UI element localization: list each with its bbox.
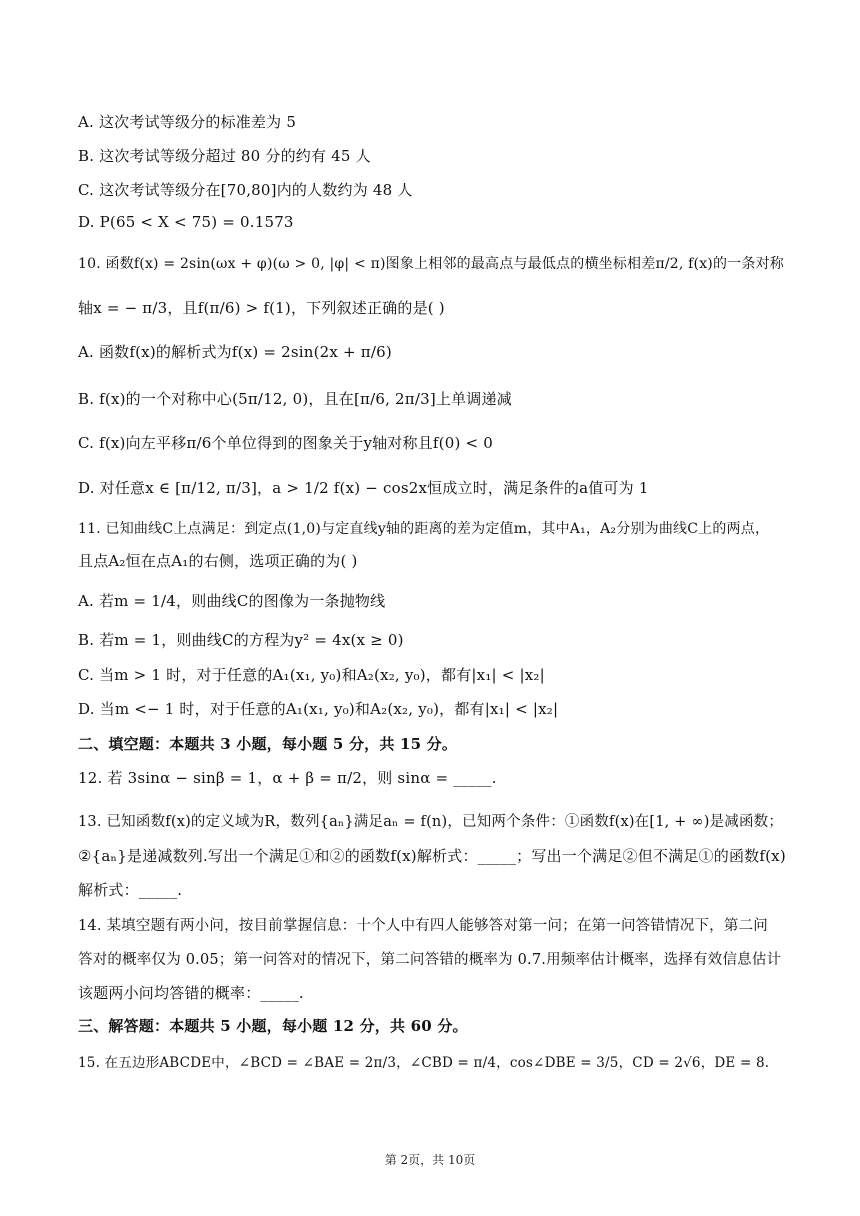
q13-line3: 解析式：_____. bbox=[78, 881, 183, 899]
q14-line2: 答对的概率仅为 0.05；第一问答对的情况下，第二问答错的概率为 0.7.用频率估计概率，选择有效信息估计 bbox=[78, 952, 782, 968]
section-2-title: 二、填空题：本题共 3 小题，每小题 5 分，共 15 分。 bbox=[78, 735, 458, 753]
q14-line3: 该题两小问均答错的概率：_____. bbox=[78, 984, 304, 1002]
q9-option-b: B. 这次考试等级分超过 80 分的约有 45 人 bbox=[78, 147, 371, 165]
q10-option-b: B. f(x)的一个对称中心(5π/12, 0)，且在[π/6, 2π/3]上单调递减 bbox=[78, 390, 512, 408]
q11-stem-line1: 11. 已知曲线C上点满足：到定点(1,0)与定直线y轴的距离的差为定值m，其中A₁，A₂分别为曲线C上的两点， bbox=[78, 521, 770, 537]
q15-text: 15. 在五边形ABCDE中，∠BCD = ∠BAE = 2π/3，∠CBD = π/4，cos∠DBE = 3/5，CD = 2√6，DE = 8. bbox=[78, 1055, 770, 1071]
q13-line2: ②{aₙ}是递减数列.写出一个满足①和②的函数f(x)解析式：_____；写出一个满足②但不满足①的函数f(x) bbox=[78, 847, 786, 865]
section-3-title: 三、解答题：本题共 5 小题，每小题 12 分，共 60 分。 bbox=[78, 1017, 468, 1035]
q9-option-d: D. P(65 < X < 75) = 0.1573 bbox=[78, 213, 294, 231]
q11-stem-line2: 且点A₂恒在点A₁的右侧，选项正确的为( ) bbox=[78, 552, 358, 570]
q10-stem-line2: 轴x = − π/3，且f(π/6) > f(1)，下列叙述正确的是( ) bbox=[78, 299, 445, 317]
q11-option-b: B. 若m = 1，则曲线C的方程为y² = 4x(x ≥ 0) bbox=[78, 631, 404, 649]
q14-line1: 14. 某填空题有两小问，按目前掌握信息：十个人中有四人能够答对第一问；在第一问答错情况下，第二问 bbox=[78, 918, 768, 934]
q10-option-a: A. 函数f(x)的解析式为f(x) = 2sin(2x + π/6) bbox=[78, 343, 392, 361]
q10-option-d: D. 对任意x ∈ [π/12, π/3]，a > 1/2 f(x) − cos2x恒成立时，满足条件的a值可为 1 bbox=[78, 479, 649, 497]
q11-option-d: D. 当m <− 1 时，对于任意的A₁(x₁, y₀)和A₂(x₂, y₀)，都有|x₁| < |x₂| bbox=[78, 700, 559, 718]
q10-option-c: C. f(x)向左平移π/6个单位得到的图象关于y轴对称且f(0) < 0 bbox=[78, 434, 493, 452]
q11-option-a: A. 若m = 1/4，则曲线C的图像为一条抛物线 bbox=[78, 592, 386, 610]
q10-stem-line1: 10. 函数f(x) = 2sin(ωx + φ)(ω > 0, |φ| < π)图象上相邻的最高点与最低点的横坐标相差π/2, f(x)的一条对称 bbox=[78, 256, 784, 272]
q9-option-c: C. 这次考试等级分在[70,80]内的人数约为 48 人 bbox=[78, 181, 413, 199]
q9-option-a: A. 这次考试等级分的标准差为 5 bbox=[78, 113, 297, 131]
q11-option-c: C. 当m > 1 时，对于任意的A₁(x₁, y₀)和A₂(x₂, y₀)，都有|x₁| < |x₂| bbox=[78, 666, 545, 684]
page-footer: 第 2页，共 10页 bbox=[384, 1153, 476, 1167]
q12-text: 12. 若 3sinα − sinβ = 1，α + β = π/2，则 sinα = _____. bbox=[78, 769, 497, 787]
q13-line1: 13. 已知函数f(x)的定义域为R，数列{aₙ}满足aₙ = f(n)，已知两个条件：①函数f(x)在[1, + ∞)是减函数； bbox=[78, 814, 784, 830]
